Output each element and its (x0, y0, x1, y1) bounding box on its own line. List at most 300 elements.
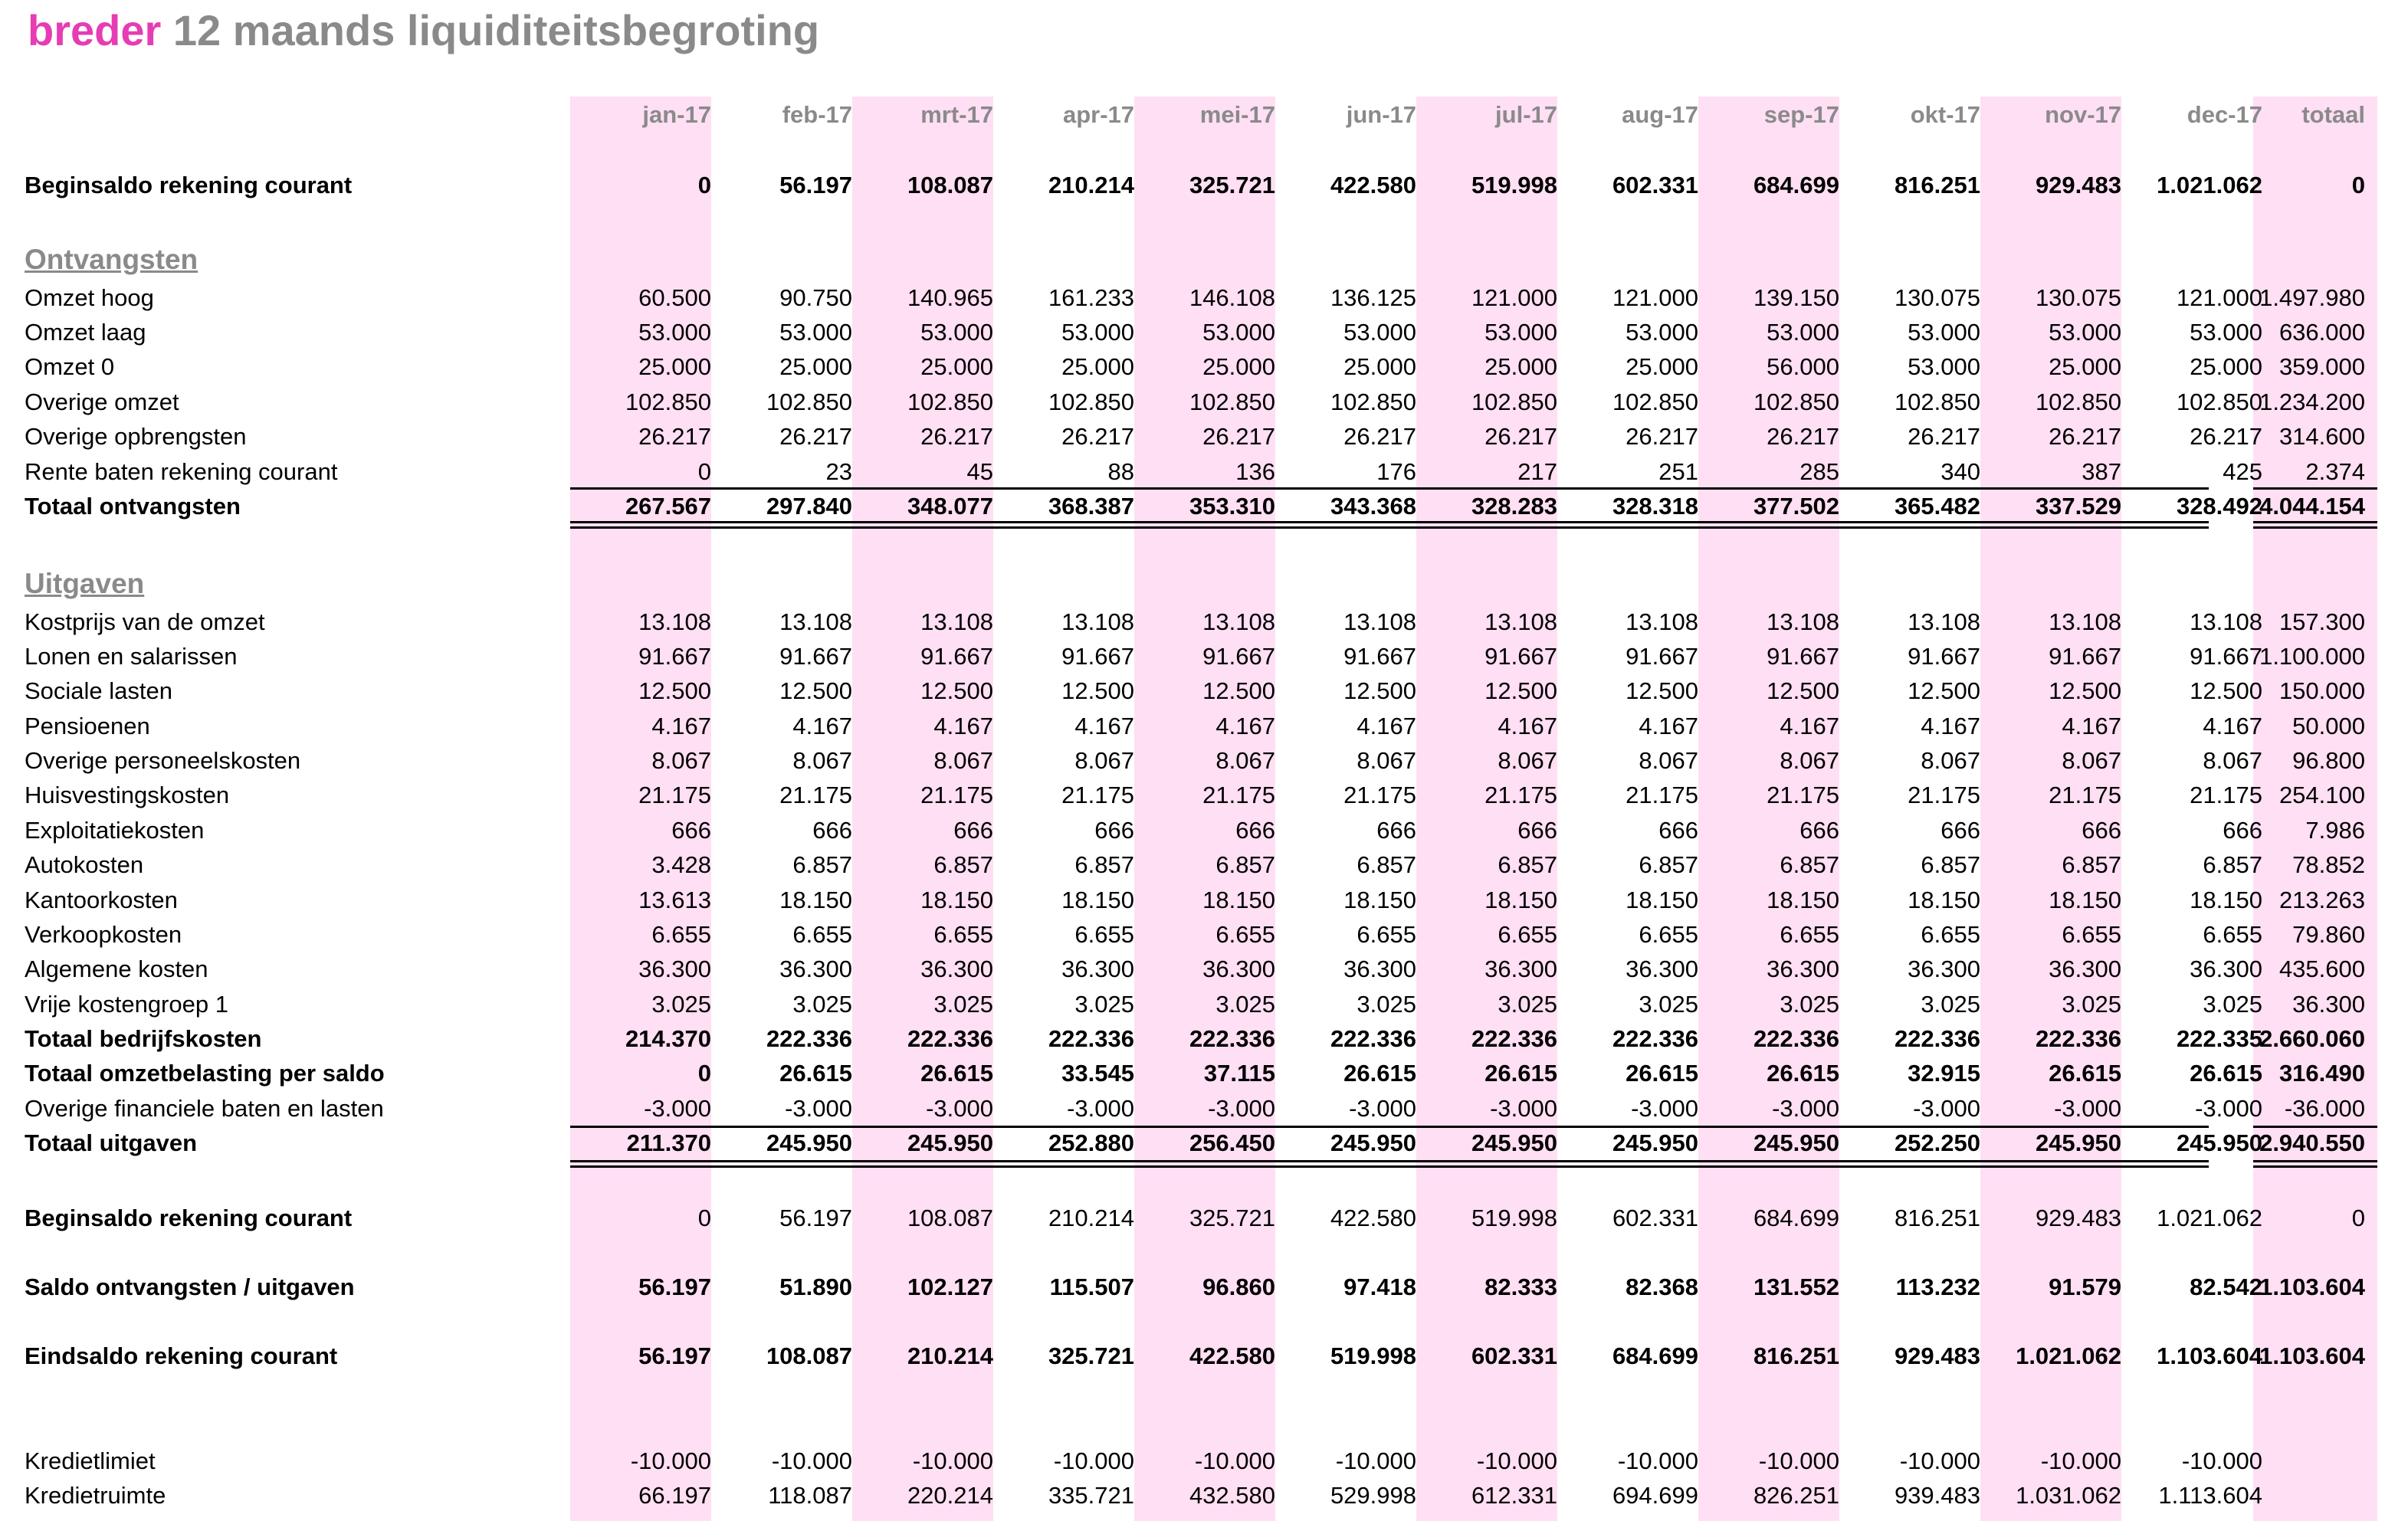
cell-apr-17: 21.175 (1061, 782, 1134, 808)
cell-feb-17: 297.840 (766, 493, 852, 520)
cell-nov-17: 6.655 (2062, 921, 2121, 948)
row-totaal-omzetbelasting-per-saldo (0, 1057, 2408, 1090)
month-header-okt-17: okt-17 (1910, 101, 1980, 128)
cell-jun-17: 4.167 (1357, 713, 1416, 739)
cell-sep-17: 102.850 (1753, 388, 1839, 415)
cell-mrt-17: 36.300 (920, 956, 993, 982)
cell-mrt-17: 245.950 (907, 1129, 993, 1156)
cell-mrt-17: 348.077 (907, 493, 993, 520)
cell-totaal: 359.000 (2278, 353, 2365, 380)
cell-mrt-17: 13.108 (920, 608, 993, 635)
cell-nov-17: 25.000 (2049, 353, 2121, 380)
month-header-jan-17: jan-17 (642, 101, 711, 128)
cell-jul-17: 13.108 (1484, 608, 1557, 635)
cell-jun-17: -3.000 (1349, 1095, 1416, 1122)
cell-feb-17: 51.890 (779, 1274, 852, 1300)
cell-jan-17: 13.108 (638, 608, 711, 635)
cell-apr-17: 18.150 (1061, 887, 1134, 913)
row-omzet-0 (0, 350, 2408, 384)
cell-mei-17: 26.217 (1202, 423, 1275, 450)
cell-apr-17: 4.167 (1074, 713, 1134, 739)
row-label: Saldo ontvangsten / uitgaven (25, 1274, 355, 1300)
cell-jan-17: 0 (697, 172, 711, 198)
cell-jan-17: 21.175 (638, 782, 711, 808)
cell-jul-17: 602.331 (1471, 1342, 1557, 1369)
cell-apr-17: 115.507 (1049, 1274, 1134, 1300)
row-label: Totaal uitgaven (25, 1129, 198, 1156)
cell-mrt-17: 4.167 (933, 713, 993, 739)
cell-aug-17: 6.857 (1639, 851, 1698, 878)
cell-totaal: -36.000 (2284, 1095, 2365, 1122)
cell-mrt-17: 108.087 (907, 172, 993, 198)
row-label: Beginsaldo rekening courant (25, 1205, 353, 1231)
rule-receipts-top-total (2253, 487, 2377, 490)
cell-mrt-17: 140.965 (907, 284, 993, 311)
cell-apr-17: 33.545 (1061, 1060, 1134, 1087)
row-label: Omzet laag (25, 319, 146, 346)
cell-sep-17: 36.300 (1767, 956, 1839, 982)
cell-feb-17: -3.000 (785, 1095, 852, 1122)
double-rule-receipts-total (2253, 521, 2377, 529)
cell-apr-17: 325.721 (1048, 1342, 1134, 1369)
cell-dec-17: 102.850 (2176, 388, 2262, 415)
cell-totaal: 78.852 (2292, 851, 2365, 878)
cell-aug-17: 26.217 (1626, 423, 1698, 450)
row-label: Beginsaldo rekening courant (25, 172, 353, 198)
cell-mrt-17: 220.214 (907, 1482, 993, 1509)
cell-dec-17: 8.067 (2203, 747, 2262, 774)
cell-apr-17: 161.233 (1048, 284, 1134, 311)
cell-feb-17: 222.336 (766, 1025, 852, 1052)
cell-jun-17: -10.000 (1335, 1447, 1416, 1474)
cell-jul-17: 519.998 (1471, 1205, 1557, 1231)
cell-feb-17: 4.167 (792, 713, 852, 739)
cell-sep-17: 53.000 (1767, 319, 1839, 346)
cell-jun-17: 6.655 (1357, 921, 1416, 948)
cell-totaal: 1.100.000 (2259, 643, 2365, 670)
cell-jun-17: 8.067 (1357, 747, 1416, 774)
cell-okt-17: 340 (1941, 458, 1980, 485)
cell-okt-17: 18.150 (1908, 887, 1980, 913)
row-totaal-ontvangsten (0, 490, 2408, 523)
cell-jul-17: 82.333 (1484, 1274, 1557, 1300)
cell-dec-17: 3.025 (2203, 991, 2262, 1018)
section-receipts-heading: Ontvangsten (25, 244, 198, 275)
cell-aug-17: 3.025 (1639, 991, 1698, 1018)
cell-jul-17: 36.300 (1484, 956, 1557, 982)
cell-mrt-17: 91.667 (920, 643, 993, 670)
cell-nov-17: 4.167 (2062, 713, 2121, 739)
month-header-jul-17: jul-17 (1495, 101, 1557, 128)
cell-jul-17: 217 (1517, 458, 1557, 485)
cell-mei-17: 146.108 (1189, 284, 1275, 311)
row-label: Exploitatiekosten (25, 817, 205, 844)
cell-aug-17: 8.067 (1639, 747, 1698, 774)
cell-feb-17: 53.000 (779, 319, 852, 346)
cell-mei-17: 96.860 (1202, 1274, 1275, 1300)
cell-okt-17: 816.251 (1894, 172, 1980, 198)
cell-aug-17: -3.000 (1631, 1095, 1698, 1122)
cell-apr-17: 91.667 (1061, 643, 1134, 670)
cell-apr-17: 335.721 (1048, 1482, 1134, 1509)
cell-aug-17: 25.000 (1626, 353, 1698, 380)
cell-jul-17: 222.336 (1471, 1025, 1557, 1052)
cell-feb-17: 56.197 (779, 172, 852, 198)
row-label: Rente baten rekening courant (25, 458, 338, 485)
cell-nov-17: 929.483 (2035, 1205, 2121, 1231)
row-label: Omzet 0 (25, 353, 115, 380)
row-omzet-laag (0, 316, 2408, 349)
cell-jul-17: 328.283 (1471, 493, 1557, 520)
cell-mei-17: 136 (1235, 458, 1275, 485)
title-text: 12 maands liquiditeitsbegroting (172, 6, 820, 54)
cell-jan-17: 3.025 (651, 991, 711, 1018)
cell-aug-17: 251 (1658, 458, 1698, 485)
cell-jun-17: 21.175 (1343, 782, 1416, 808)
row-autokosten (0, 848, 2408, 882)
cell-jun-17: 136.125 (1330, 284, 1416, 311)
cell-aug-17: 6.655 (1639, 921, 1698, 948)
cell-dec-17: 26.615 (2190, 1060, 2262, 1087)
cell-jun-17: 97.418 (1343, 1274, 1416, 1300)
cell-apr-17: 25.000 (1061, 353, 1134, 380)
cell-totaal: 2.660.060 (2259, 1025, 2365, 1052)
cell-feb-17: 6.857 (792, 851, 852, 878)
cell-dec-17: 1.113.604 (2158, 1482, 2262, 1509)
cell-okt-17: 113.232 (1895, 1274, 1980, 1300)
cell-nov-17: 26.615 (2049, 1060, 2121, 1087)
row-label: Algemene kosten (25, 956, 208, 982)
cell-feb-17: 91.667 (779, 643, 852, 670)
row-beginsaldo-rekening-courant (0, 1201, 2408, 1235)
month-header-jun-17: jun-17 (1346, 101, 1416, 128)
cell-nov-17: 130.075 (2035, 284, 2121, 311)
cell-aug-17: -10.000 (1617, 1447, 1698, 1474)
cell-dec-17: 4.167 (2203, 713, 2262, 739)
row-label: Eindsaldo rekening courant (25, 1342, 338, 1369)
row-verkoopkosten (0, 918, 2408, 952)
cell-mei-17: 256.450 (1189, 1129, 1275, 1156)
cell-mei-17: 4.167 (1215, 713, 1275, 739)
cell-mrt-17: 21.175 (920, 782, 993, 808)
row-totaal-uitgaven (0, 1126, 2408, 1160)
cell-totaal: 314.600 (2278, 423, 2365, 450)
cell-mrt-17: 108.087 (907, 1205, 993, 1231)
cell-aug-17: 121.000 (1612, 284, 1698, 311)
cell-sep-17: 684.699 (1753, 1205, 1839, 1231)
cell-sep-17: 91.667 (1767, 643, 1839, 670)
cell-jun-17: 176 (1376, 458, 1416, 485)
cell-nov-17: 337.529 (2035, 493, 2121, 520)
cell-mrt-17: 6.857 (933, 851, 993, 878)
cell-mei-17: 353.310 (1189, 493, 1275, 520)
cell-mrt-17: 666 (953, 817, 993, 844)
cell-jul-17: 26.615 (1484, 1060, 1557, 1087)
row-algemene-kosten (0, 952, 2408, 986)
row-overige-personeelskosten (0, 744, 2408, 778)
cell-feb-17: 245.950 (766, 1129, 852, 1156)
cell-mei-17: -3.000 (1208, 1095, 1275, 1122)
cell-jan-17: 26.217 (638, 423, 711, 450)
cell-aug-17: 13.108 (1626, 608, 1698, 635)
cell-jun-17: 343.368 (1330, 493, 1416, 520)
cell-totaal: 254.100 (2278, 782, 2365, 808)
row-saldo-ontvangsten-uitgaven (0, 1270, 2408, 1304)
cell-nov-17: 929.483 (2035, 172, 2121, 198)
cell-mei-17: 37.115 (1203, 1060, 1275, 1087)
cell-jun-17: 26.615 (1343, 1060, 1416, 1087)
row-overige-opbrengsten (0, 420, 2408, 454)
cell-jul-17: 6.655 (1498, 921, 1557, 948)
cell-sep-17: 131.552 (1753, 1274, 1839, 1300)
cell-okt-17: 102.850 (1894, 388, 1980, 415)
cell-dec-17: -10.000 (2181, 1447, 2262, 1474)
cell-feb-17: 3.025 (792, 991, 852, 1018)
cell-mrt-17: 6.655 (933, 921, 993, 948)
total-header: totaal (2301, 101, 2365, 128)
cell-nov-17: 1.031.062 (2016, 1482, 2121, 1509)
cell-jul-17: 91.667 (1484, 643, 1557, 670)
cell-jun-17: 222.336 (1330, 1025, 1416, 1052)
cell-dec-17: 21.175 (2190, 782, 2262, 808)
cell-feb-17: 25.000 (779, 353, 852, 380)
cell-sep-17: 26.615 (1767, 1060, 1839, 1087)
cell-okt-17: 666 (1941, 817, 1980, 844)
cell-mei-17: 432.580 (1189, 1482, 1275, 1509)
cell-aug-17: 222.336 (1612, 1025, 1698, 1052)
cell-jul-17: 18.150 (1484, 887, 1557, 913)
cell-mei-17: 325.721 (1189, 172, 1275, 198)
cell-nov-17: 12.500 (2049, 677, 2121, 704)
cell-mrt-17: 12.500 (920, 677, 993, 704)
cell-aug-17: 53.000 (1626, 319, 1698, 346)
cell-totaal: 7.986 (2305, 817, 2365, 844)
row-kredietlimiet (0, 1444, 2408, 1478)
row-huisvestingskosten (0, 779, 2408, 812)
cell-okt-17: 252.250 (1894, 1129, 1980, 1156)
cell-jan-17: 36.300 (638, 956, 711, 982)
cell-jan-17: 91.667 (638, 643, 711, 670)
cell-mei-17: 91.667 (1202, 643, 1275, 670)
cell-jan-17: 66.197 (638, 1482, 711, 1509)
cell-feb-17: 36.300 (779, 956, 852, 982)
cell-dec-17: 25.000 (2190, 353, 2262, 380)
cell-sep-17: 377.502 (1753, 493, 1839, 520)
cell-mrt-17: 25.000 (920, 353, 993, 380)
row-lonen-en-salarissen (0, 640, 2408, 674)
cell-totaal: 1.234.200 (2259, 388, 2365, 415)
cell-jul-17: 26.217 (1484, 423, 1557, 450)
cell-mei-17: -10.000 (1194, 1447, 1275, 1474)
cell-nov-17: 245.950 (2035, 1129, 2121, 1156)
cell-dec-17: 91.667 (2190, 643, 2262, 670)
cell-jun-17: 6.857 (1357, 851, 1416, 878)
row-label: Lonen en salarissen (25, 643, 238, 670)
cell-jan-17: 0 (697, 1060, 711, 1087)
row-rente-baten-rekening-courant (0, 455, 2408, 489)
cell-nov-17: 666 (2082, 817, 2121, 844)
cell-dec-17: 666 (2223, 817, 2262, 844)
cell-jun-17: 25.000 (1343, 353, 1416, 380)
cell-dec-17: 222.335 (2176, 1025, 2262, 1052)
cell-totaal: 0 (2351, 172, 2365, 198)
double-rule-receipts (570, 521, 2209, 529)
cell-dec-17: 13.108 (2190, 608, 2262, 635)
cell-apr-17: 6.857 (1074, 851, 1134, 878)
row-omzet-hoog (0, 281, 2408, 315)
cell-jan-17: 0 (697, 1205, 711, 1231)
cell-mei-17: 325.721 (1189, 1205, 1275, 1231)
cell-okt-17: 6.857 (1921, 851, 1980, 878)
cell-jul-17: 6.857 (1498, 851, 1557, 878)
cell-apr-17: 368.387 (1048, 493, 1134, 520)
cell-mrt-17: -10.000 (912, 1447, 993, 1474)
cell-jul-17: 245.950 (1471, 1129, 1557, 1156)
cell-jul-17: 612.331 (1471, 1482, 1557, 1509)
cell-okt-17: 8.067 (1921, 747, 1980, 774)
cell-apr-17: 13.108 (1061, 608, 1134, 635)
cell-jun-17: 36.300 (1343, 956, 1416, 982)
row-label: Pensioenen (25, 713, 150, 739)
row-overige-financiele-baten-en-lasten (0, 1092, 2408, 1126)
cell-jun-17: 12.500 (1343, 677, 1416, 704)
cell-feb-17: 102.850 (766, 388, 852, 415)
cell-sep-17: 285 (1799, 458, 1839, 485)
cell-jul-17: 519.998 (1471, 172, 1557, 198)
cell-mrt-17: 18.150 (920, 887, 993, 913)
row-label: Overige personeelskosten (25, 747, 301, 774)
row-label: Totaal ontvangsten (25, 493, 241, 520)
cell-sep-17: 3.025 (1780, 991, 1839, 1018)
cell-sep-17: 6.655 (1780, 921, 1839, 948)
cell-dec-17: 36.300 (2190, 956, 2262, 982)
cell-jul-17: 21.175 (1484, 782, 1557, 808)
cell-jun-17: 245.950 (1330, 1129, 1416, 1156)
cell-mei-17: 666 (1235, 817, 1275, 844)
cell-apr-17: 666 (1094, 817, 1134, 844)
cell-apr-17: 102.850 (1048, 388, 1134, 415)
cell-jan-17: 12.500 (638, 677, 711, 704)
row-label: Overige opbrengsten (25, 423, 247, 450)
cell-totaal: 636.000 (2278, 319, 2365, 346)
cell-dec-17: 121.000 (2176, 284, 2262, 311)
cell-sep-17: 13.108 (1767, 608, 1839, 635)
cell-mrt-17: -3.000 (926, 1095, 993, 1122)
month-header-row (0, 98, 2408, 132)
cell-totaal: 2.374 (2305, 458, 2365, 485)
cell-totaal: 157.300 (2278, 608, 2365, 635)
cell-dec-17: -3.000 (2195, 1095, 2262, 1122)
cell-dec-17: 1.103.604 (2157, 1342, 2262, 1369)
cell-nov-17: -10.000 (2040, 1447, 2121, 1474)
cell-okt-17: 130.075 (1894, 284, 1980, 311)
cell-dec-17: 82.542 (2190, 1274, 2262, 1300)
cell-apr-17: 6.655 (1074, 921, 1134, 948)
rule-expenses-top (570, 1126, 2209, 1128)
cell-jun-17: 13.108 (1343, 608, 1416, 635)
row-kredietruimte (0, 1479, 2408, 1513)
cell-dec-17: 12.500 (2190, 677, 2262, 704)
cell-jun-17: 3.025 (1357, 991, 1416, 1018)
cell-dec-17: 328.492 (2176, 493, 2262, 520)
cell-jul-17: 102.850 (1471, 388, 1557, 415)
cell-mrt-17: 3.025 (933, 991, 993, 1018)
cell-dec-17: 245.950 (2176, 1129, 2262, 1156)
row-eindsaldo-rekening-courant (0, 1339, 2408, 1373)
cell-jun-17: 422.580 (1330, 1205, 1416, 1231)
cell-sep-17: 245.950 (1753, 1129, 1839, 1156)
row-label: Sociale lasten (25, 677, 173, 704)
cell-nov-17: 8.067 (2062, 747, 2121, 774)
cell-apr-17: 36.300 (1061, 956, 1134, 982)
cell-okt-17: -3.000 (1913, 1095, 1980, 1122)
cell-totaal: 150.000 (2278, 677, 2365, 704)
cell-jul-17: -10.000 (1476, 1447, 1557, 1474)
cell-mei-17: 102.850 (1189, 388, 1275, 415)
cell-jan-17: 56.197 (638, 1342, 711, 1369)
cell-feb-17: 26.217 (779, 423, 852, 450)
cell-mei-17: 6.655 (1215, 921, 1275, 948)
row-kostprijs-van-de-omzet (0, 605, 2408, 639)
cell-mei-17: 18.150 (1202, 887, 1275, 913)
cell-jan-17: 25.000 (638, 353, 711, 380)
cell-totaal: 435.600 (2278, 956, 2365, 982)
cell-aug-17: 18.150 (1626, 887, 1698, 913)
cell-apr-17: 12.500 (1061, 677, 1134, 704)
cell-feb-17: 666 (812, 817, 852, 844)
cell-okt-17: 32.915 (1908, 1060, 1980, 1087)
cell-jul-17: 121.000 (1471, 284, 1557, 311)
cell-mei-17: 422.580 (1189, 1342, 1275, 1369)
cell-apr-17: 88 (1107, 458, 1134, 485)
cell-nov-17: 1.021.062 (2016, 1342, 2121, 1369)
cell-dec-17: 26.217 (2190, 423, 2262, 450)
cell-nov-17: 21.175 (2049, 782, 2121, 808)
cell-feb-17: -10.000 (771, 1447, 852, 1474)
cell-mei-17: 222.336 (1189, 1025, 1275, 1052)
cell-apr-17: 26.217 (1061, 423, 1134, 450)
cell-nov-17: 222.336 (2035, 1025, 2121, 1052)
cell-aug-17: 328.318 (1612, 493, 1698, 520)
rule-receipts-top (570, 487, 2209, 490)
cell-jan-17: 4.167 (651, 713, 711, 739)
cell-aug-17: 102.850 (1612, 388, 1698, 415)
cell-feb-17: 90.750 (779, 284, 852, 311)
cell-apr-17: 210.214 (1048, 172, 1134, 198)
cell-mrt-17: 102.127 (907, 1274, 993, 1300)
row-totaal-bedrijfskosten (0, 1022, 2408, 1056)
cell-sep-17: 4.167 (1780, 713, 1839, 739)
cell-nov-17: 26.217 (2049, 423, 2121, 450)
row-label: Kantoorkosten (25, 887, 178, 913)
cell-sep-17: 26.217 (1767, 423, 1839, 450)
row-label: Vrije kostengroep 1 (25, 991, 228, 1018)
cell-apr-17: 3.025 (1074, 991, 1134, 1018)
cell-mei-17: 25.000 (1202, 353, 1275, 380)
row-kantoorkosten (0, 883, 2408, 917)
cell-sep-17: 8.067 (1780, 747, 1839, 774)
cell-jun-17: 102.850 (1330, 388, 1416, 415)
cell-jul-17: 4.167 (1498, 713, 1557, 739)
cell-sep-17: 21.175 (1767, 782, 1839, 808)
cell-dec-17: 6.655 (2203, 921, 2262, 948)
cell-mei-17: 6.857 (1215, 851, 1275, 878)
cell-jan-17: 102.850 (625, 388, 711, 415)
cell-jan-17: 3.428 (651, 851, 711, 878)
cell-totaal: 1.103.604 (2259, 1342, 2365, 1369)
cell-mrt-17: 53.000 (920, 319, 993, 346)
cell-jul-17: -3.000 (1490, 1095, 1557, 1122)
